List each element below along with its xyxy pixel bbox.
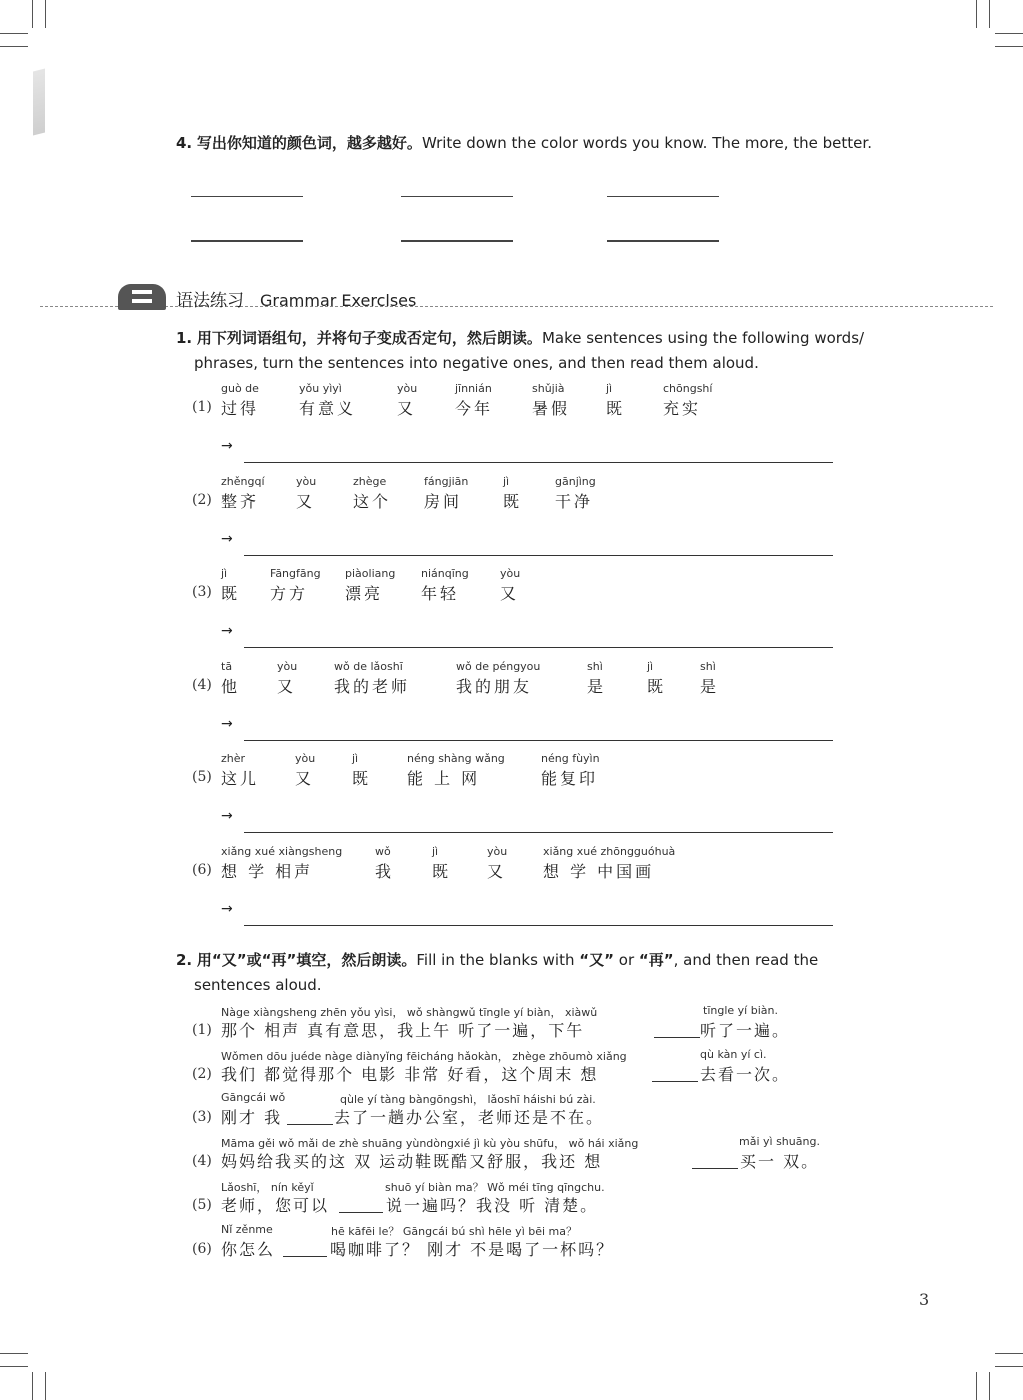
q1-word-pinyin: tā — [221, 660, 233, 673]
q1-word-hanzi: 充实 — [663, 399, 702, 418]
crop-mark — [995, 1353, 1023, 1354]
q1-word-pinyin: néng shàng wǎng — [407, 752, 505, 765]
q1-word-pinyin: Fāngfāng — [270, 567, 321, 580]
q1-word-hanzi: 他 — [221, 677, 241, 696]
answer-line[interactable] — [244, 925, 833, 926]
arrow-icon: → — [221, 716, 233, 732]
q1-word-pinyin: yòu — [487, 845, 508, 858]
q1-item-label: (6) — [192, 862, 212, 878]
fill-in-blank[interactable] — [652, 1081, 698, 1082]
q1-word-pinyin: zhèr — [221, 752, 246, 765]
q1-word-hanzi: 整齐 — [221, 492, 260, 511]
q1-word-pinyin: wǒ — [375, 845, 391, 858]
q2-sentence-hanzi: 你怎么 — [221, 1240, 276, 1259]
q2-sentence-hanzi: 刚才 我 — [221, 1108, 283, 1127]
fill-in-blank[interactable] — [692, 1168, 738, 1169]
q1-word-pinyin: wǒ de péngyou — [456, 660, 541, 673]
q1-word-pinyin: zhěngqí — [221, 475, 265, 488]
fill-in-blank[interactable] — [654, 1037, 700, 1038]
arrow-icon: → — [221, 438, 233, 454]
q1-word-hanzi: 既 — [221, 584, 241, 603]
q1-word-hanzi: 是 — [587, 677, 607, 696]
q2-sentence-hanzi: 喝咖啡了？ 刚才 不是喝了一杯吗？ — [330, 1240, 615, 1259]
q1-number: 1. — [176, 329, 193, 347]
section-title-en: Grammar Exerclses — [260, 291, 417, 310]
q1-word-hanzi: 这个 — [353, 492, 392, 511]
q1-word-pinyin: yòu — [295, 752, 316, 765]
q1-word-hanzi: 能复印 — [541, 769, 599, 788]
q2-sentence-pinyin: Māma gěi wǒ mǎi de zhè shuāng yùndòngxié jì kù yòu shūfu， wǒ hái xiǎng — [221, 1137, 639, 1150]
q2-sentence-pinyin: qù kàn yí cì. — [700, 1048, 767, 1061]
color-word-blank[interactable] — [607, 196, 719, 197]
q2-sentence-hanzi: 妈妈给我买的这 双 运动鞋既酷又舒服，我还 想 — [221, 1152, 603, 1171]
q2-item-label: (5) — [192, 1197, 212, 1213]
q2-sentence-hanzi: 去了一趟办公室，老师还是不在。 — [334, 1108, 605, 1127]
q2-item-label: (4) — [192, 1153, 212, 1169]
q1-item-label: (3) — [192, 584, 212, 600]
color-word-blank[interactable] — [401, 196, 513, 197]
q1-word-hanzi: 又 — [487, 862, 507, 881]
q1-word-pinyin: yòu — [397, 382, 418, 395]
fill-in-blank[interactable] — [287, 1124, 333, 1125]
q4-number: 4. — [176, 134, 193, 152]
q1-word-pinyin: chōngshí — [663, 382, 713, 395]
q1-word-pinyin: yòu — [277, 660, 298, 673]
q1-word-pinyin: néng fùyìn — [541, 752, 600, 765]
q1-item-label: (5) — [192, 769, 212, 785]
q2-sentence-pinyin: shuō yí biàn ma？ Wǒ méi tīng qīngchu. — [385, 1181, 605, 1194]
arrow-icon: → — [221, 901, 233, 917]
q1-word-pinyin: gānjìng — [555, 475, 596, 488]
answer-line[interactable] — [244, 462, 833, 463]
q2-sentence-hanzi: 老师，您可以 — [221, 1196, 330, 1215]
q1-word-pinyin: shì — [700, 660, 716, 673]
crop-mark — [995, 33, 1023, 34]
q1-word-hanzi: 我的朋友 — [456, 677, 533, 696]
q1-word-pinyin: guò de — [221, 382, 259, 395]
q1-word-hanzi: 我 — [375, 862, 395, 881]
q4-title — [176, 131, 872, 155]
q2-sentence-pinyin: Lǎoshī， nín kěyǐ — [221, 1181, 314, 1194]
q1-title-cont: phrases, turn the sentences into negative ones, and then read them aloud. — [194, 354, 759, 372]
q4-title-cn: 写出你知道的颜色词，越多越好。 — [196, 134, 422, 152]
q2-sentence-hanzi: 那个 相声 真有意思，我上午 听了一遍，下午 — [221, 1021, 585, 1040]
q1-word-pinyin: jīnnián — [455, 382, 492, 395]
q1-word-hanzi: 暑假 — [532, 399, 571, 418]
q1-word-hanzi: 这儿 — [221, 769, 260, 788]
q1-word-hanzi: 既 — [352, 769, 372, 788]
q1-word-pinyin: xiǎng xué xiàngsheng — [221, 845, 343, 858]
q2-sentence-pinyin: mǎi yì shuāng. — [739, 1135, 820, 1148]
answer-line[interactable] — [244, 740, 833, 741]
q1-title — [176, 326, 864, 350]
q1-word-hanzi: 想 学 中国画 — [543, 862, 655, 881]
q2-sentence-hanzi: 买一 双。 — [740, 1152, 820, 1171]
crop-mark — [989, 0, 990, 28]
q2-sentence-pinyin: Nǐ zěnme — [221, 1223, 273, 1236]
q1-word-hanzi: 漂亮 — [345, 584, 384, 603]
answer-line[interactable] — [244, 832, 833, 833]
q1-word-hanzi: 方方 — [270, 584, 309, 603]
q2-title-en-b: , and then read the — [673, 951, 819, 969]
color-word-blank[interactable] — [191, 196, 303, 197]
q1-word-pinyin: jì — [647, 660, 654, 673]
q1-item-label: (4) — [192, 677, 212, 693]
q1-word-pinyin: wǒ de lǎoshī — [334, 660, 403, 673]
page-edge-tab — [33, 69, 45, 136]
section-number-badge — [118, 284, 166, 310]
q2-item-label: (3) — [192, 1109, 212, 1125]
q2-item-label: (6) — [192, 1241, 212, 1257]
q1-word-pinyin: zhège — [353, 475, 387, 488]
q1-word-hanzi: 我的老师 — [334, 677, 411, 696]
q1-word-hanzi: 既 — [432, 862, 452, 881]
q1-word-hanzi: 既 — [503, 492, 523, 511]
q2-number: 2. — [176, 951, 193, 969]
q1-word-pinyin: yòu — [296, 475, 317, 488]
q2-title-cn: 用“又”或“再”填空，然后朗读。 — [196, 951, 417, 969]
crop-mark — [45, 1372, 46, 1400]
arrow-icon: → — [221, 623, 233, 639]
q2-sentence-pinyin: Gāngcái wǒ — [221, 1091, 286, 1104]
q2-sentence-hanzi: 说一遍吗？我没 听 清楚。 — [386, 1196, 599, 1215]
q1-word-hanzi: 是 — [700, 677, 720, 696]
q2-title-en: Fill in the blanks with — [416, 951, 575, 969]
arrow-icon: → — [221, 808, 233, 824]
q1-word-pinyin: shì — [587, 660, 603, 673]
q1-word-hanzi: 想 学 相声 — [221, 862, 314, 881]
q1-word-hanzi: 干净 — [555, 492, 594, 511]
q1-word-hanzi: 过得 — [221, 399, 260, 418]
q2-item-label: (2) — [192, 1066, 212, 1082]
q1-word-pinyin: xiǎng xué zhōngguóhuà — [543, 845, 676, 858]
arrow-icon: → — [221, 531, 233, 547]
q1-word-hanzi: 今年 — [455, 399, 494, 418]
q1-word-pinyin: jì — [606, 382, 613, 395]
q1-word-hanzi: 又 — [296, 492, 316, 511]
fill-in-blank[interactable] — [339, 1212, 383, 1213]
q2-title-cont: sentences aloud. — [194, 976, 322, 994]
color-word-blank[interactable] — [401, 240, 513, 242]
q1-word-hanzi: 房间 — [424, 492, 463, 511]
crop-mark — [989, 1372, 990, 1400]
crop-mark — [0, 46, 28, 47]
q2-option-zai: “再” — [638, 951, 674, 969]
section-title — [176, 286, 416, 311]
crop-mark — [976, 1372, 977, 1400]
q1-word-hanzi: 既 — [606, 399, 626, 418]
crop-mark — [0, 1353, 28, 1354]
q2-sentence-pinyin: Wǒmen dōu juéde nàge diànyǐng fēicháng hǎokàn， zhège zhōumò xiǎng — [221, 1050, 627, 1063]
q1-word-pinyin: jì — [432, 845, 439, 858]
color-word-blank[interactable] — [191, 240, 303, 242]
q1-item-label: (2) — [192, 492, 212, 508]
q1-word-hanzi: 又 — [295, 769, 315, 788]
q2-sentence-pinyin: Nàge xiàngsheng zhēn yǒu yìsi， wǒ shàngwǔ tīngle yí biàn， xiàwǔ — [221, 1006, 598, 1019]
q1-word-hanzi: 又 — [500, 584, 520, 603]
q1-word-hanzi: 能 上 网 — [407, 769, 481, 788]
crop-mark — [45, 0, 46, 28]
q2-sentence-hanzi: 我们 都觉得那个 电影 非常 好看，这个周末 想 — [221, 1065, 599, 1084]
q4-title-en: Write down the color words you know. The more, the better. — [421, 134, 872, 152]
q1-title-en: Make sentences using the following words/ — [541, 329, 865, 347]
q1-word-hanzi: 年轻 — [421, 584, 460, 603]
crop-mark — [32, 1372, 33, 1400]
q2-sentence-pinyin: tīngle yí biàn. — [703, 1004, 778, 1017]
q1-word-pinyin: jì — [503, 475, 510, 488]
q2-sentence-hanzi: 去看一次。 — [700, 1065, 791, 1084]
q1-word-hanzi: 又 — [277, 677, 297, 696]
q1-item-label: (1) — [192, 399, 212, 415]
section-title-cn: 语法练习 — [176, 291, 244, 311]
q1-word-pinyin: shǔjià — [532, 382, 565, 395]
q2-title — [176, 948, 818, 972]
crop-mark — [976, 0, 977, 28]
color-word-blank[interactable] — [607, 240, 719, 242]
q2-or: or — [618, 951, 635, 969]
q2-sentence-pinyin: qùle yí tàng bàngōngshì， lǎoshī háishi bú zài. — [340, 1093, 596, 1106]
q1-word-pinyin: fángjiān — [424, 475, 469, 488]
q1-word-pinyin: jì — [221, 567, 228, 580]
q1-word-pinyin: yǒu yìyì — [299, 382, 342, 395]
crop-mark — [32, 0, 33, 28]
q1-word-pinyin: yòu — [500, 567, 521, 580]
q1-word-hanzi: 既 — [647, 677, 667, 696]
q1-word-hanzi: 又 — [397, 399, 417, 418]
crop-mark — [995, 46, 1023, 47]
crop-mark — [0, 33, 28, 34]
crop-mark — [995, 1366, 1023, 1367]
q2-sentence-hanzi: 听了一遍。 — [700, 1021, 791, 1040]
q2-sentence-pinyin: hē kāfēi le？ Gāngcái bú shì hēle yì bēi ma？ — [331, 1225, 578, 1238]
answer-line[interactable] — [244, 555, 833, 556]
q2-option-you: “又” — [579, 951, 614, 969]
crop-mark — [0, 1366, 28, 1367]
q1-word-pinyin: jì — [352, 752, 359, 765]
page-number: 3 — [919, 1290, 930, 1309]
answer-line[interactable] — [244, 647, 833, 648]
fill-in-blank[interactable] — [283, 1256, 327, 1257]
q1-word-hanzi: 有意义 — [299, 399, 357, 418]
q1-word-pinyin: piàoliang — [345, 567, 396, 580]
q1-title-cn: 用下列词语组句，并将句子变成否定句，然后朗读。 — [196, 329, 542, 347]
q2-item-label: (1) — [192, 1022, 212, 1038]
q1-word-pinyin: niánqīng — [421, 567, 469, 580]
